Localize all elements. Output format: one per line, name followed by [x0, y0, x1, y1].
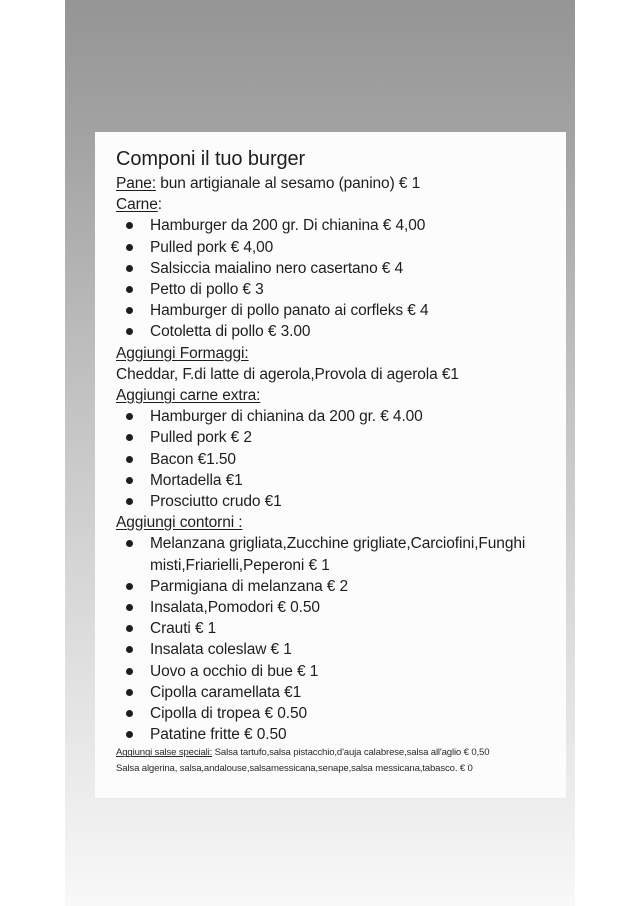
list-item: Cotoletta di pollo € 3.00 [116, 321, 566, 342]
bullet-icon [126, 265, 133, 272]
formaggi-label: Aggiungi Formaggi: [116, 344, 249, 362]
list-item: Crauti € 1 [116, 618, 566, 639]
bullet-icon [126, 646, 133, 653]
bullet-icon [126, 625, 133, 632]
salse-label: Aggiungi salse speciali: [116, 747, 213, 759]
carne-colon: : [157, 196, 162, 214]
salse-line2: Salsa algerina, salsa,andalouse,salsamessicana,senape,salsa messicana,tabasco. € 0 [116, 763, 473, 775]
bullet-icon [126, 307, 133, 314]
list-item: Petto di pollo € 3 [116, 279, 566, 300]
carne-extra-list [116, 406, 566, 512]
bullet-icon [126, 583, 133, 590]
pane-label: Pane: [116, 175, 157, 192]
bullet-icon [126, 286, 133, 293]
pane-text: bun artigianale al sesamo (panino) € 1 [156, 175, 421, 192]
bullet-icon [126, 456, 133, 463]
list-item: Bacon €1.50 [116, 449, 566, 470]
salse-line1: Salsa tartufo,salsa pistacchio,d'auja calabrese,salsa all'aglio € 0,50 [212, 747, 490, 759]
menu-title: Componi il tuo burger [116, 148, 306, 170]
bullet-icon [126, 604, 133, 611]
menu-card [95, 132, 566, 798]
contorni-label: Aggiungi contorni : [116, 514, 243, 532]
bullet-icon [126, 731, 133, 738]
pane-row [116, 173, 566, 194]
list-item: Uovo a occhio di bue € 1 [116, 661, 566, 682]
list-item: Hamburger di pollo panato ai corfleks € 4 [116, 300, 566, 321]
contorni-list [116, 533, 566, 745]
bullet-icon [126, 668, 133, 675]
list-item: Patatine fritte € 0.50 [116, 724, 566, 745]
carne-heading [116, 194, 566, 215]
list-item: Insalata coleslaw € 1 [116, 639, 566, 660]
bullet-icon [126, 710, 133, 717]
salse-row [116, 745, 566, 761]
list-item: Mortadella €1 [116, 470, 566, 491]
list-item: Pulled pork € 2 [116, 427, 566, 448]
bullet-icon [126, 434, 133, 441]
contorni-heading [116, 512, 566, 533]
list-item: Salsiccia maialino nero casertano € 4 [116, 258, 566, 279]
bullet-icon [126, 498, 133, 505]
carne-extra-label: Aggiungi carne extra: [116, 387, 261, 405]
bullet-icon [126, 413, 133, 420]
bullet-icon [126, 477, 133, 484]
list-item: Hamburger da 200 gr. Di chianina € 4,00 [116, 215, 566, 236]
bullet-icon [126, 689, 133, 696]
list-item: Parmigiana di melanzana € 2 [116, 576, 566, 597]
list-item: Insalata,Pomodori € 0.50 [116, 597, 566, 618]
formaggi-text: Cheddar, F.di latte di agerola,Provola di agerola €1 [116, 365, 459, 383]
list-item: Cipolla caramellata €1 [116, 682, 566, 703]
carne-label: Carne [116, 196, 158, 214]
carne-extra-heading [116, 385, 566, 406]
list-item: Prosciutto crudo €1 [116, 491, 566, 512]
bullet-icon [126, 222, 133, 229]
carne-list [116, 215, 566, 342]
bullet-icon [126, 328, 133, 335]
list-item: Hamburger di chianina da 200 gr. € 4.00 [116, 406, 566, 427]
formaggi-heading [116, 343, 566, 364]
list-item: Cipolla di tropea € 0.50 [116, 703, 566, 724]
list-item: Pulled pork € 4,00 [116, 237, 566, 258]
bullet-icon [126, 540, 133, 547]
bullet-icon [126, 244, 133, 251]
list-item: Melanzana grigliata,Zucchine grigliate,Carciofini,Funghi misti,Friarielli,Peperoni € 1 [116, 533, 550, 575]
